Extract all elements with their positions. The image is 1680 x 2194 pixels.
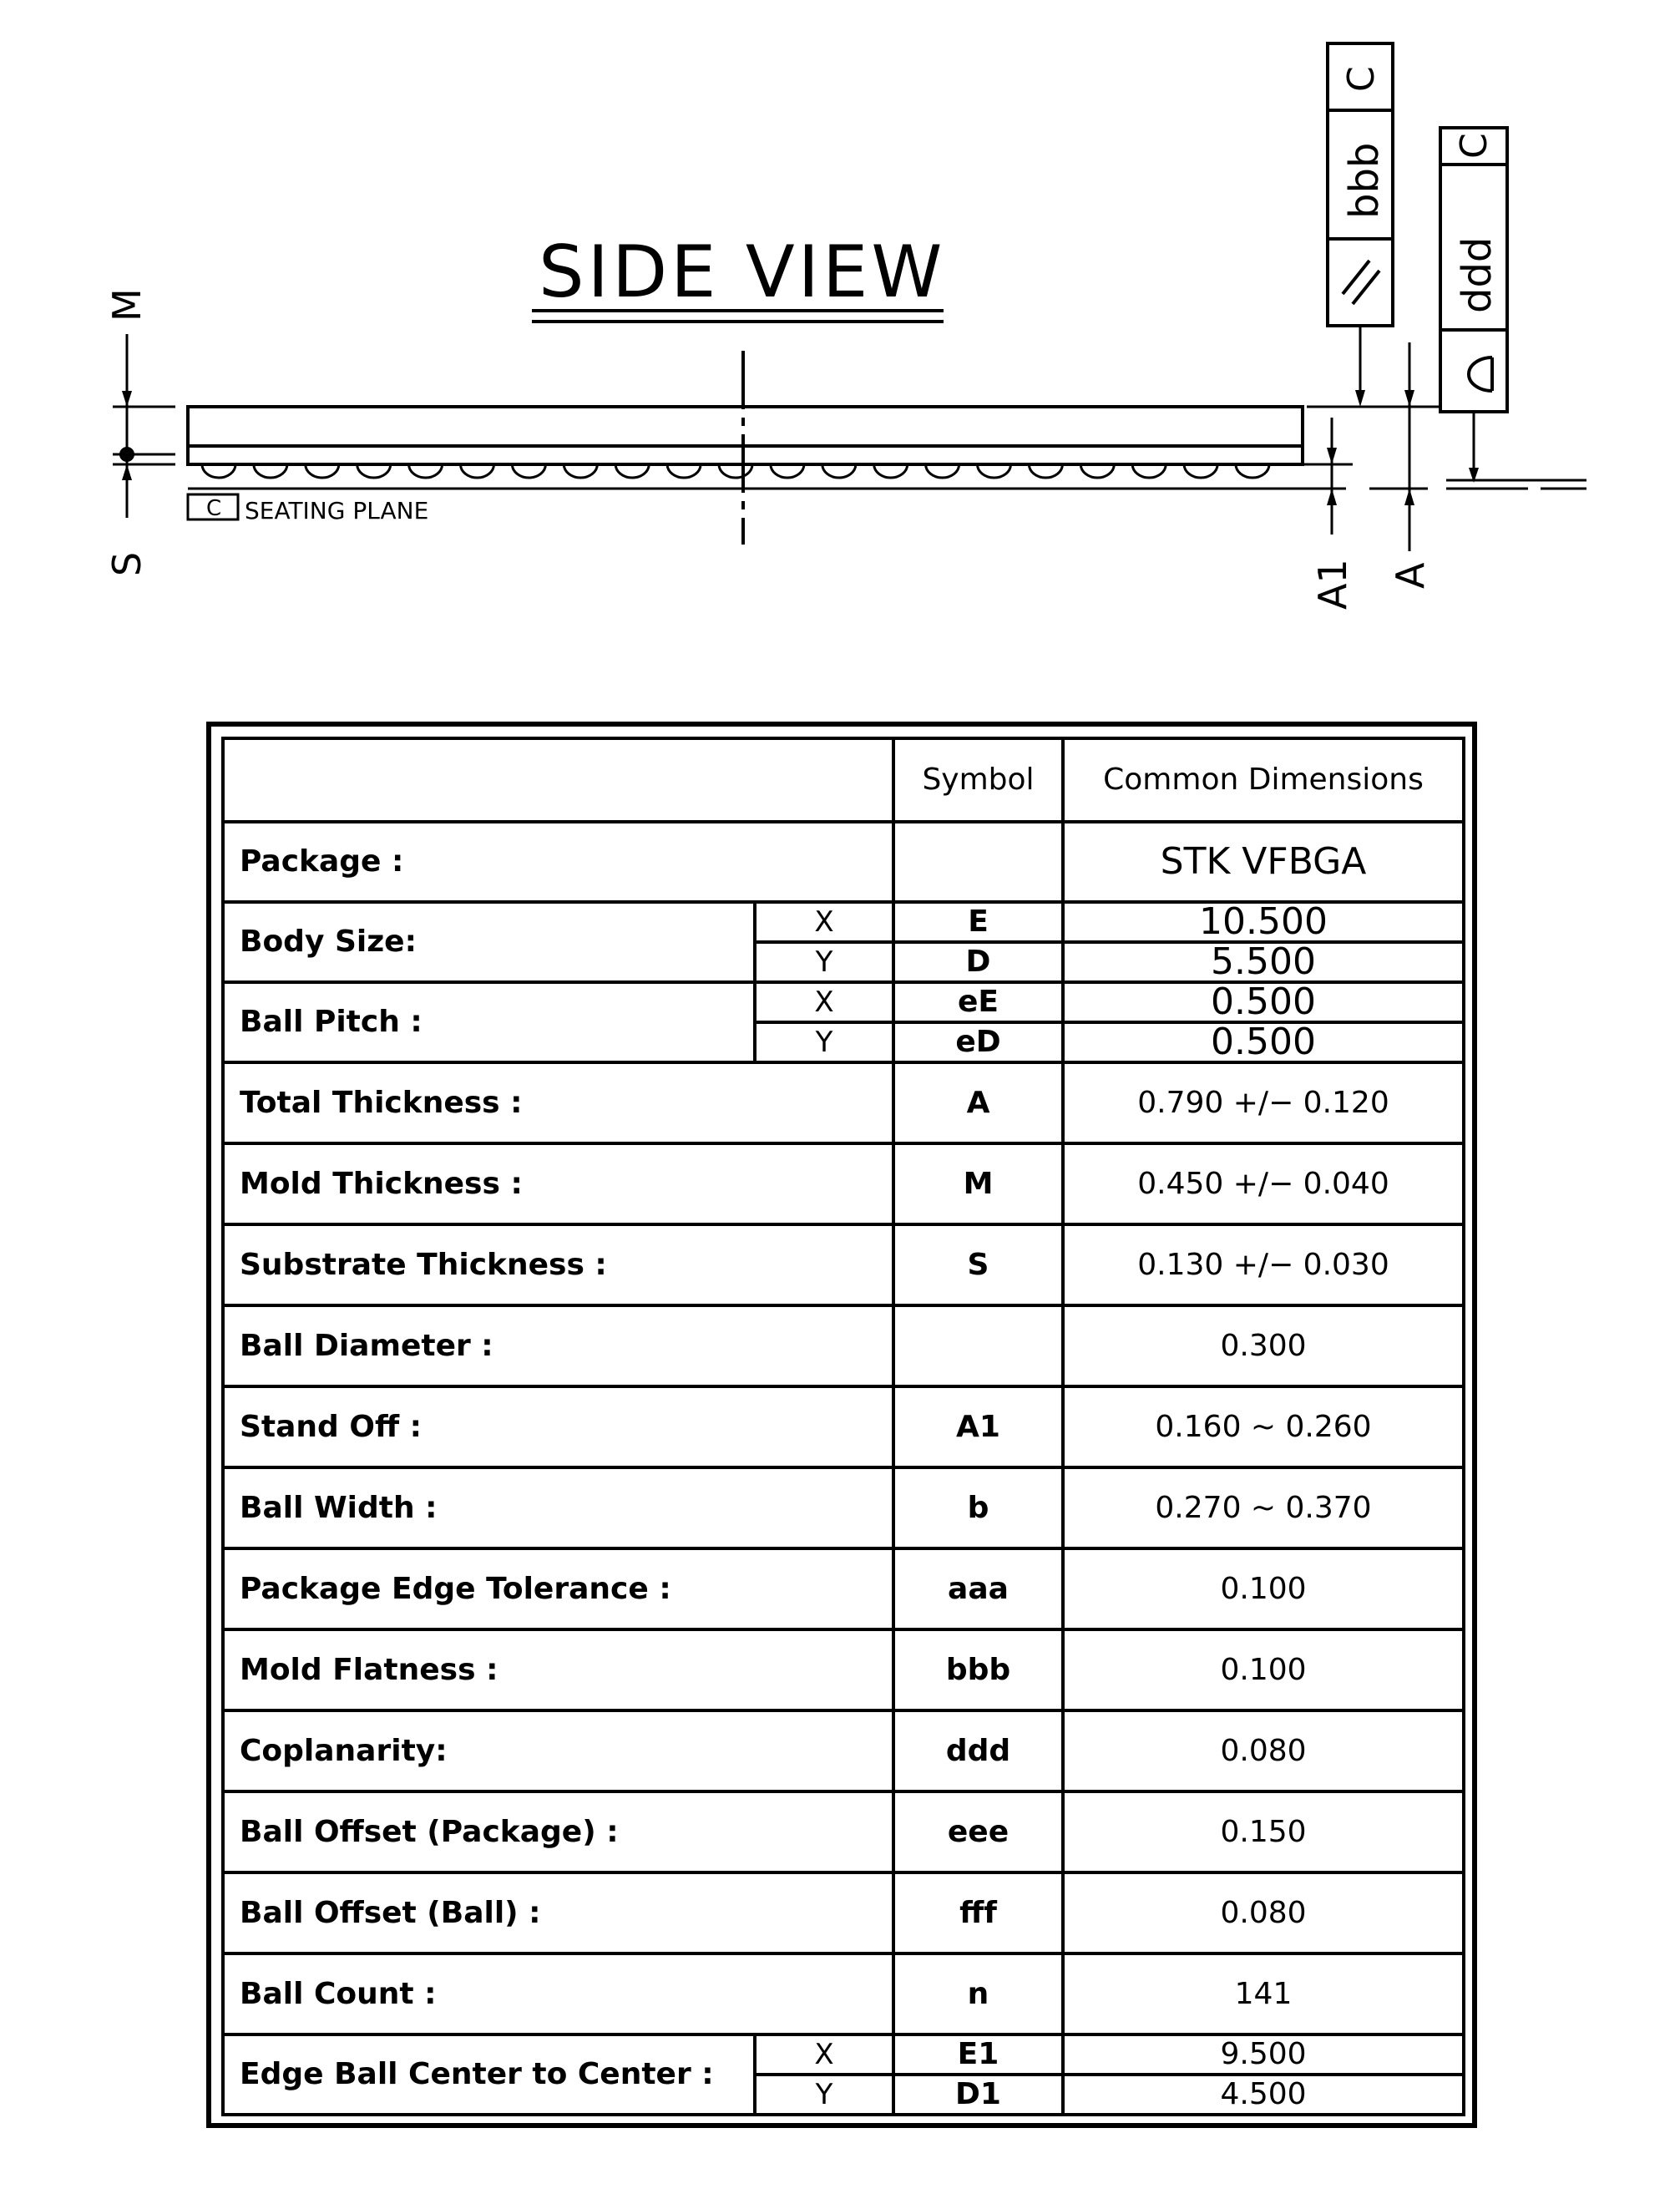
edge-ball-x-row <box>223 2034 1464 2075</box>
body-size-x-symbol: E <box>893 902 1063 942</box>
bbb-leader-arrow <box>1355 390 1365 407</box>
solder-ball <box>926 464 959 478</box>
row-label: Ball Diameter : <box>223 1305 893 1386</box>
seating-plane-label: SEATING PLANE <box>245 497 429 524</box>
table-header-row <box>223 738 1464 822</box>
ball-pitch-x-axis: X <box>755 982 893 1022</box>
edge-ball-x-axis: X <box>755 2034 893 2075</box>
solder-ball <box>1029 464 1062 478</box>
profile-symbol-icon <box>1469 357 1492 391</box>
table-row <box>223 1953 1464 2034</box>
ddd-datum-label: C <box>1453 133 1495 159</box>
header-dimensions: Common Dimensions <box>1063 738 1464 822</box>
solder-ball <box>771 464 804 478</box>
solder-ball <box>461 464 494 478</box>
ball-pitch-label: Ball Pitch : <box>223 982 755 1062</box>
row-value: 141 <box>1063 1953 1464 2034</box>
a1-arrow-top <box>1327 448 1337 464</box>
side-view-title: SIDE VIEW <box>539 231 946 314</box>
body-size-x-row <box>223 902 1464 942</box>
edge-ball-label: Edge Ball Center to Center : <box>223 2034 755 2115</box>
dim-a-label: A <box>1388 562 1433 589</box>
row-symbol: b <box>893 1467 1063 1548</box>
body-size-y-symbol: D <box>893 942 1063 982</box>
row-label: Ball Offset (Ball) : <box>223 1872 893 1953</box>
a-arrow-top <box>1404 390 1414 407</box>
mold-body <box>188 407 1303 446</box>
package-value: STK VFBGA <box>1063 822 1464 902</box>
dim-m-label: M <box>104 288 149 322</box>
solder-ball <box>306 464 339 478</box>
body-size-x-value: 10.500 <box>1063 902 1464 942</box>
substrate <box>188 446 1303 464</box>
ball-pitch-x-value: 0.500 <box>1063 982 1464 1022</box>
table-row <box>223 1872 1464 1953</box>
row-symbol: A1 <box>893 1386 1063 1467</box>
solder-ball <box>615 464 649 478</box>
row-symbol: n <box>893 1953 1063 2034</box>
row-label: Ball Count : <box>223 1953 893 2034</box>
solder-ball <box>512 464 545 478</box>
row-value: 0.130 +/− 0.030 <box>1063 1224 1464 1305</box>
table-row <box>223 1791 1464 1872</box>
dim-s-label: S <box>104 551 149 576</box>
a-arrow-bottom <box>1404 489 1414 505</box>
row-symbol: aaa <box>893 1548 1063 1629</box>
row-value: 0.790 +/− 0.120 <box>1063 1062 1464 1143</box>
body-size-x-axis: X <box>755 902 893 942</box>
body-size-y-axis: Y <box>755 942 893 982</box>
ball-pitch-y-symbol: eD <box>893 1022 1063 1062</box>
edge-ball-x-value: 9.500 <box>1063 2034 1464 2075</box>
table-row <box>223 1548 1464 1629</box>
row-symbol: eee <box>893 1791 1063 1872</box>
a1-arrow-bottom <box>1327 489 1337 505</box>
solder-ball <box>719 464 752 478</box>
solder-ball <box>1184 464 1217 478</box>
ball-pitch-y-axis: Y <box>755 1022 893 1062</box>
row-label: Mold Flatness : <box>223 1629 893 1710</box>
table-row <box>223 1710 1464 1791</box>
row-symbol <box>893 1305 1063 1386</box>
row-label: Ball Width : <box>223 1467 893 1548</box>
row-value: 0.300 <box>1063 1305 1464 1386</box>
dim-a1-label: A1 <box>1310 559 1355 610</box>
side-view-diagram <box>0 0 1680 651</box>
spec-table-frame <box>206 722 1477 2128</box>
solder-ball <box>874 464 908 478</box>
solder-ball <box>1132 464 1166 478</box>
edge-ball-y-axis: Y <box>755 2075 893 2115</box>
solder-ball <box>409 464 443 478</box>
m-arrow <box>122 391 132 407</box>
header-blank-cell <box>223 738 893 822</box>
row-symbol: M <box>893 1143 1063 1224</box>
row-value: 0.150 <box>1063 1791 1464 1872</box>
solder-ball <box>822 464 856 478</box>
bbb-value-label: bbb <box>1341 142 1388 219</box>
table-row <box>223 1224 1464 1305</box>
m-s-junction-dot <box>119 447 134 462</box>
datum-c-label: C <box>206 496 222 521</box>
table-row <box>223 1062 1464 1143</box>
package-row <box>223 822 1464 902</box>
dimensions-table <box>221 737 1465 2116</box>
header-symbol: Symbol <box>893 738 1063 822</box>
edge-ball-y-symbol: D1 <box>893 2075 1063 2115</box>
row-symbol: S <box>893 1224 1063 1305</box>
row-label: Package Edge Tolerance : <box>223 1548 893 1629</box>
row-symbol: bbb <box>893 1629 1063 1710</box>
row-symbol: A <box>893 1062 1063 1143</box>
edge-ball-x-symbol: E1 <box>893 2034 1063 2075</box>
ddd-value-label: ddd <box>1454 236 1500 313</box>
row-value: 0.080 <box>1063 1710 1464 1791</box>
table-row <box>223 1305 1464 1386</box>
row-label: Stand Off : <box>223 1386 893 1467</box>
bbb-datum-label: C <box>1340 66 1383 92</box>
row-value: 0.450 +/− 0.040 <box>1063 1143 1464 1224</box>
table-row <box>223 1629 1464 1710</box>
solder-ball <box>254 464 287 478</box>
edge-ball-y-value: 4.500 <box>1063 2075 1464 2115</box>
row-label: Total Thickness : <box>223 1062 893 1143</box>
solder-ball <box>564 464 597 478</box>
row-value: 0.080 <box>1063 1872 1464 1953</box>
solder-ball <box>1080 464 1114 478</box>
row-label: Mold Thickness : <box>223 1143 893 1224</box>
row-label: Coplanarity: <box>223 1710 893 1791</box>
table-row <box>223 1467 1464 1548</box>
table-row <box>223 1143 1464 1224</box>
ball-pitch-y-value: 0.500 <box>1063 1022 1464 1062</box>
solder-balls <box>202 464 1269 478</box>
solder-ball <box>202 464 235 478</box>
row-symbol: ddd <box>893 1710 1063 1791</box>
row-value: 0.270 ~ 0.370 <box>1063 1467 1464 1548</box>
package-symbol <box>893 822 1063 902</box>
row-value: 0.100 <box>1063 1548 1464 1629</box>
ball-pitch-x-row <box>223 982 1464 1022</box>
body-size-y-value: 5.500 <box>1063 942 1464 982</box>
solder-ball <box>667 464 701 478</box>
package-label: Package : <box>223 822 893 902</box>
ball-pitch-x-symbol: eE <box>893 982 1063 1022</box>
s-arrow <box>122 464 132 480</box>
row-label: Ball Offset (Package) : <box>223 1791 893 1872</box>
row-symbol: fff <box>893 1872 1063 1953</box>
solder-ball <box>1236 464 1269 478</box>
solder-ball <box>978 464 1011 478</box>
solder-ball <box>357 464 391 478</box>
row-label: Substrate Thickness : <box>223 1224 893 1305</box>
table-row <box>223 1386 1464 1467</box>
row-value: 0.160 ~ 0.260 <box>1063 1386 1464 1467</box>
body-size-label: Body Size: <box>223 902 755 982</box>
row-value: 0.100 <box>1063 1629 1464 1710</box>
